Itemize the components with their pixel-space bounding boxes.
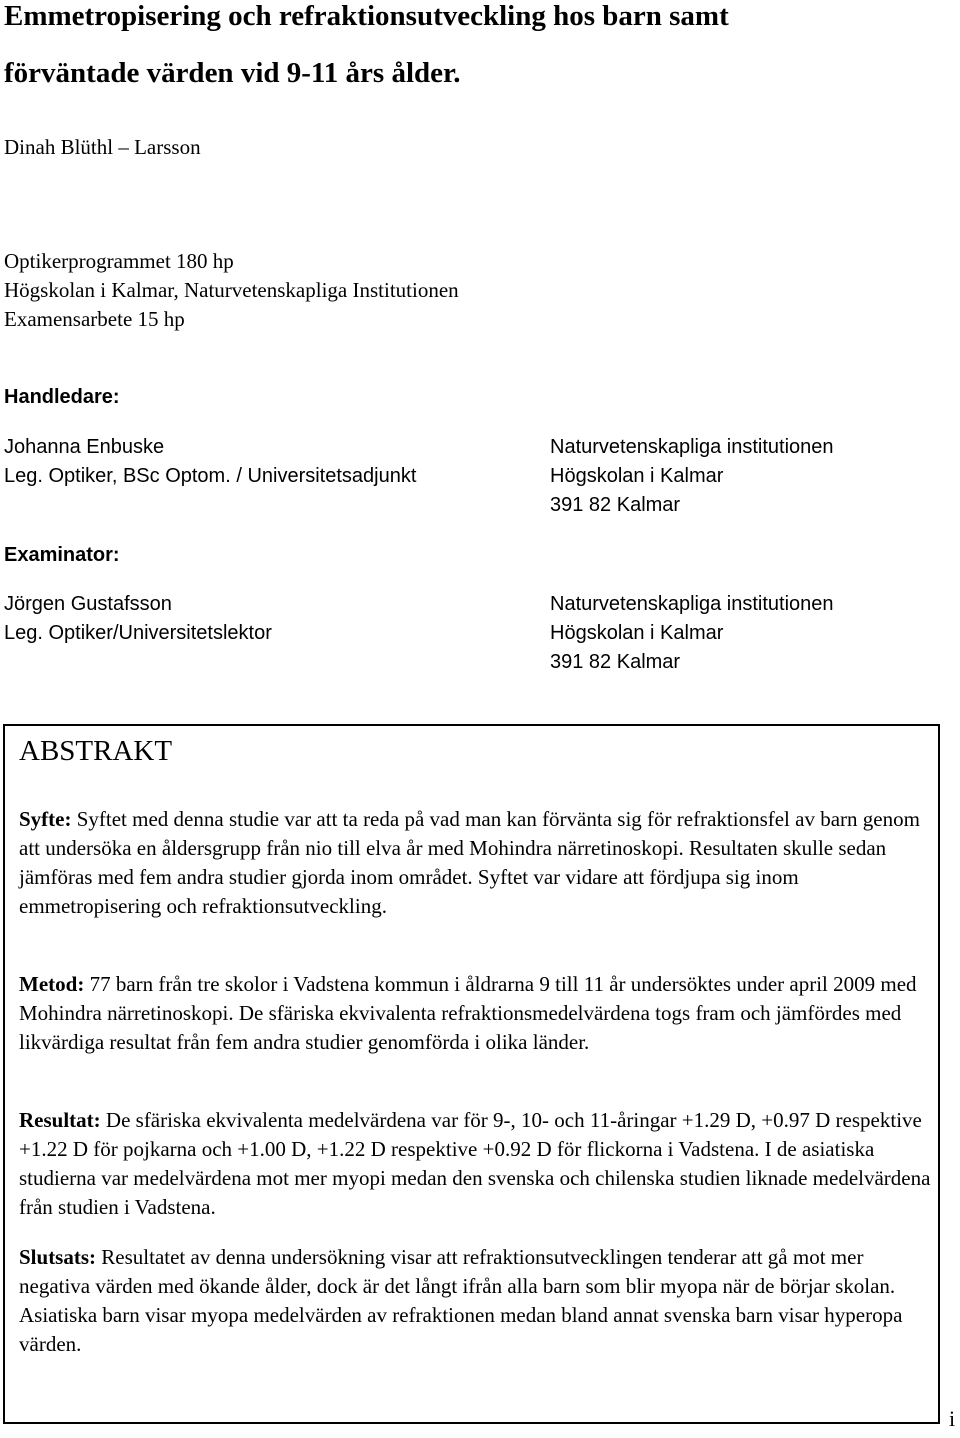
author: Dinah Blüthl – Larsson [4, 135, 201, 159]
metod-text: 77 barn från tre skolor i Vadstena kommun i åldrarna 9 till 11 år undersöktes under april 2009 med Mohindra närretinoskopi. De sfäriska ekvivalenta refraktionsmedelvärdena togs fram och jämfördes med likvärdiga resultat från fem andra studier genomförda i olika länder. [19, 972, 917, 1054]
syfte-label: Syfte: [19, 807, 72, 831]
supervisor-name: Johanna Enbuske [4, 436, 165, 458]
abstract-slutsats [19, 1243, 934, 1359]
program-line-2: Högskolan i Kalmar, Naturvetenskapliga Institutionen [4, 278, 459, 302]
title-line-2: förväntade värden vid 9-11 års ålder. [4, 57, 461, 89]
examiner-heading: Examinator: [4, 544, 120, 566]
examiner-postal: 391 82 Kalmar [550, 651, 681, 673]
slutsats-text: Resultatet av denna undersökning visar att refraktionsutvecklingen tenderar att gå mot mer negativa värden med ökande ålder, dock är det långt ifrån alla barn som blir myopa när de börjar skolan. Asiatiska barn visar myopa medelvärden av refraktionen medan bland annat svenska barn visar hyperopa värden. [19, 1245, 903, 1356]
abstract-heading: ABSTRAKT [19, 735, 173, 767]
examiner-name: Jörgen Gustafsson [4, 593, 172, 615]
supervisor-postal: 391 82 Kalmar [550, 494, 681, 516]
supervisor-heading: Handledare: [4, 386, 120, 408]
resultat-label: Resultat: [19, 1108, 101, 1132]
examiner-school: Högskolan i Kalmar [550, 622, 724, 644]
slutsats-label: Slutsats: [19, 1245, 97, 1269]
resultat-text: De sfäriska ekvivalenta medelvärdena var för 9-, 10- och 11-åringar +1.29 D, +0.97 D respektive +1.22 D för pojkarna och +1.00 D, +1.22 D respektive +0.92 D för flickorna i Vadstena. I de asiatiska studierna var medelvärdena mot mer myopi medan den svenska och chilenska studien liknade medelvärdena från studien i Vadstena. [19, 1108, 931, 1219]
program-line-3: Examensarbete 15 hp [4, 307, 185, 331]
syfte-text: Syftet med denna studie var att ta reda på vad man kan förvänta sig för refraktionsfel av barn genom att undersöka en åldersgrupp från nio till elva år med Mohindra närretinoskopi. Resultaten skulle sedan jämföras med fem andra studier gjorda inom området. Syftet var vidare att fördjupa sig inom emmetropisering och refraktionsutveckling. [19, 807, 920, 918]
program-line-1: Optikerprogrammet 180 hp [4, 249, 234, 273]
supervisor-dept: Naturvetenskapliga institutionen [550, 436, 834, 458]
supervisor-school: Högskolan i Kalmar [550, 465, 724, 487]
examiner-dept: Naturvetenskapliga institutionen [550, 593, 834, 615]
page-number: i [949, 1406, 956, 1431]
abstract-resultat [19, 1106, 934, 1222]
abstract-metod [19, 970, 934, 1057]
examiner-role: Leg. Optiker/Universitetslektor [4, 622, 272, 644]
title-line-1: Emmetropisering och refraktionsutveckling hos barn samt [4, 0, 729, 32]
abstract-syfte [19, 805, 934, 921]
supervisor-role: Leg. Optiker, BSc Optom. / Universitetsadjunkt [4, 465, 417, 487]
metod-label: Metod: [19, 972, 85, 996]
